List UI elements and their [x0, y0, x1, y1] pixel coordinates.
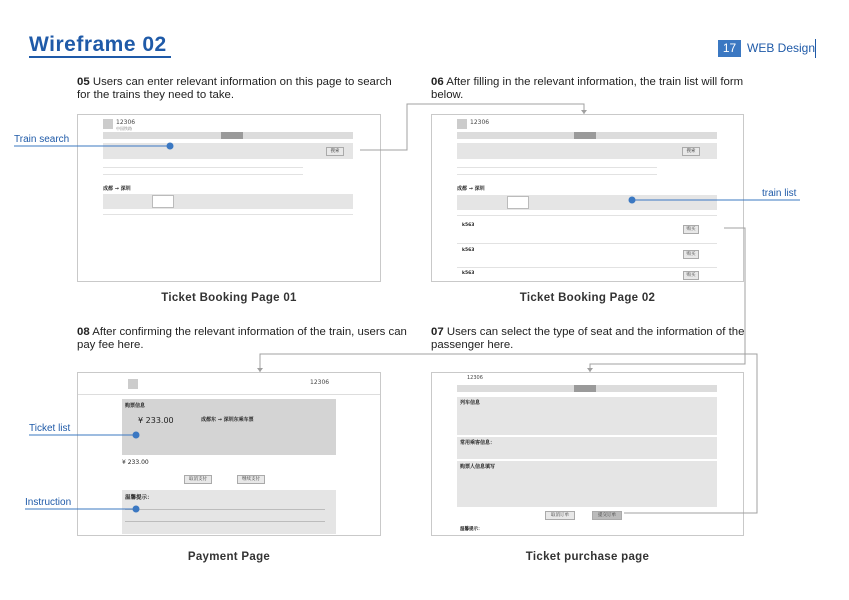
caption-payment: Payment Page [187, 551, 271, 563]
wire-train-no: k563 [462, 223, 475, 228]
wire-section-tips2: 温馨提示： [460, 527, 483, 532]
caption-booking-02: Ticket Booking Page 02 [519, 292, 656, 304]
connector-p4-to-p3 [260, 354, 757, 513]
wire-cancel-order-button: 取消订单 [545, 511, 575, 520]
wire-continue-pay-button: 继续支付 [237, 475, 265, 484]
wire-logo: 12306 [467, 375, 483, 381]
page-title: Wireframe 02 [29, 33, 167, 56]
step-number: 05 [77, 76, 90, 88]
step-text: Users can enter relevant information on this page to search for the trains they need to take. [77, 76, 392, 101]
wire-section-train: 列车信息 [460, 400, 481, 406]
wire-cancel-pay-button: 取消支付 [184, 475, 212, 484]
connector-p1-to-p2 [360, 104, 584, 150]
wire-logo: 12306 [470, 119, 490, 126]
wire-buy-button: 购买 [683, 250, 699, 259]
wire-search-button: 搜索 [682, 147, 700, 156]
label-instruction: Instruction [25, 497, 72, 508]
wire-section-buyer: 购票人信息填写 [460, 464, 496, 470]
wire-train-no: k563 [462, 271, 475, 276]
page-number-badge: 17 [718, 40, 741, 57]
step-number: 06 [431, 76, 444, 88]
wire-logo: 12306 [310, 379, 330, 386]
marker-dot-ticket-list [133, 432, 140, 439]
caption-booking-01: Ticket Booking Page 01 [161, 292, 297, 304]
marker-dot-train-search [167, 143, 174, 150]
wire-route-full: 成都东 → 深圳东乘车票 [201, 417, 254, 423]
wire-search-button: 搜索 [326, 147, 344, 156]
wire-buy-button: 购买 [683, 225, 699, 234]
label-train-list: train list [762, 188, 797, 199]
label-train-search: Train search [14, 134, 70, 145]
marker-dot-instruction [133, 506, 140, 513]
step-number: 08 [77, 326, 90, 338]
wire-logo-sub: 中国铁路 [116, 126, 132, 131]
label-ticket-list: Ticket list [29, 423, 71, 434]
wire-train-no: k563 [462, 248, 475, 253]
step-text: After confirming the relevant information of the train, users can pay fee here. [77, 326, 407, 351]
wire-order-amount: ¥ 233.00 [122, 459, 149, 466]
caption-purchase: Ticket purchase page [525, 551, 650, 563]
wire-buy-button: 购买 [683, 271, 699, 280]
wire-logo: 12306 [116, 119, 136, 126]
arrow-head [587, 368, 593, 372]
step-text: After filling in the relevant information, the train list will form below. [431, 76, 744, 101]
connector-p2-to-p4 [590, 228, 745, 372]
wire-section-tickets: 购票信息 [125, 403, 146, 409]
section-label: WEB Design [747, 41, 816, 55]
wire-price: ¥ 233.00 [138, 416, 174, 425]
marker-dot-train-list [629, 197, 636, 204]
step-text: Users can select the type of seat and the information of the passenger here. [431, 326, 745, 351]
wire-route: 成都 → 深圳 [457, 186, 485, 192]
wire-section-tips: 温馨提示： [125, 495, 153, 501]
arrow-head [581, 110, 587, 114]
wire-section-passenger: 常用乘客信息： [460, 440, 496, 446]
arrow-head [257, 368, 263, 372]
wire-route: 成都 → 深圳 [103, 186, 131, 192]
step-number: 07 [431, 326, 444, 338]
wire-submit-order-button: 提交订单 [592, 511, 622, 520]
